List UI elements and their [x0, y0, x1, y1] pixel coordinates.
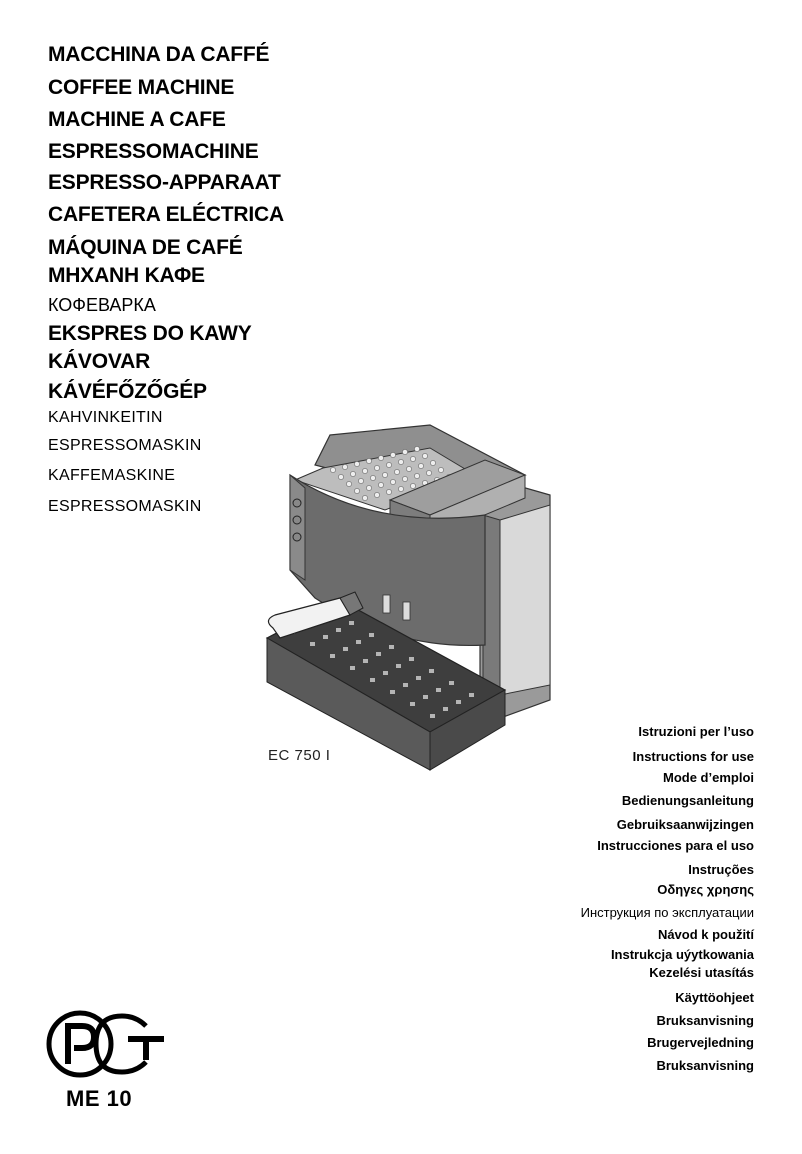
- instr-german: Bedienungsanleitung: [621, 793, 754, 808]
- title-norwegian: ESPRESSOMASKIN: [48, 498, 202, 515]
- instr-greek: Οδηγες χρησης: [657, 882, 754, 897]
- instr-swedish: Bruksanvisning: [656, 1013, 754, 1028]
- instr-russian: Инструкция по эксплуатации: [580, 905, 754, 920]
- title-portuguese: MÁQUINA DE CAFÉ: [48, 236, 243, 259]
- instr-norwegian: Bruksanvisning: [656, 1058, 754, 1073]
- title-russian: КОФЕВАРКА: [48, 295, 156, 315]
- title-english: COFFEE MACHINE: [48, 76, 235, 99]
- certification-code: ME 10: [66, 1086, 133, 1111]
- instr-portuguese: Instruções: [688, 862, 754, 877]
- title-danish: KAFFEMASKINE: [48, 467, 176, 484]
- title-czech: KÁVOVAR: [48, 350, 151, 373]
- instr-dutch: Gebruiksaanwijzingen: [616, 817, 754, 832]
- pct-certification-icon: [46, 1010, 166, 1085]
- title-italian: MACCHINA DA CAFFÉ: [48, 43, 270, 66]
- title-dutch: ESPRESSO-APPARAAT: [48, 171, 281, 194]
- instr-spanish: Instrucciones para el uso: [597, 838, 754, 853]
- instr-french: Mode d’emploi: [663, 770, 754, 785]
- instr-polish: Instrukcja uýytkowania: [610, 947, 754, 962]
- instr-hungarian: Kezelési utasítás: [649, 965, 754, 980]
- instr-czech: Návod k použití: [657, 927, 754, 942]
- instr-italian: Istruzioni per l’uso: [638, 724, 754, 739]
- title-swedish: ESPRESSOMASKIN: [48, 437, 202, 454]
- title-finnish: KAHVINKEITIN: [48, 409, 163, 426]
- title-greek: ΜΗΧΑΝΗ ΚΑΦΕ: [48, 264, 205, 287]
- title-spanish: CAFETERA ELÉCTRICA: [48, 203, 284, 226]
- instr-finnish: Käyttöohjeet: [675, 990, 754, 1005]
- title-hungarian: KÁVÉFŐZŐGÉP: [48, 380, 207, 403]
- title-polish: EKSPRES DO KAWY: [48, 322, 252, 345]
- coffee-machine-illustration: [255, 420, 565, 775]
- title-french: MACHINE A CAFE: [48, 108, 226, 131]
- title-german: ESPRESSOMACHINE: [48, 140, 259, 163]
- instr-danish: Brugervejledning: [647, 1035, 754, 1050]
- instr-english: Instructions for use: [632, 749, 754, 764]
- model-number: EC 750 I: [268, 747, 331, 764]
